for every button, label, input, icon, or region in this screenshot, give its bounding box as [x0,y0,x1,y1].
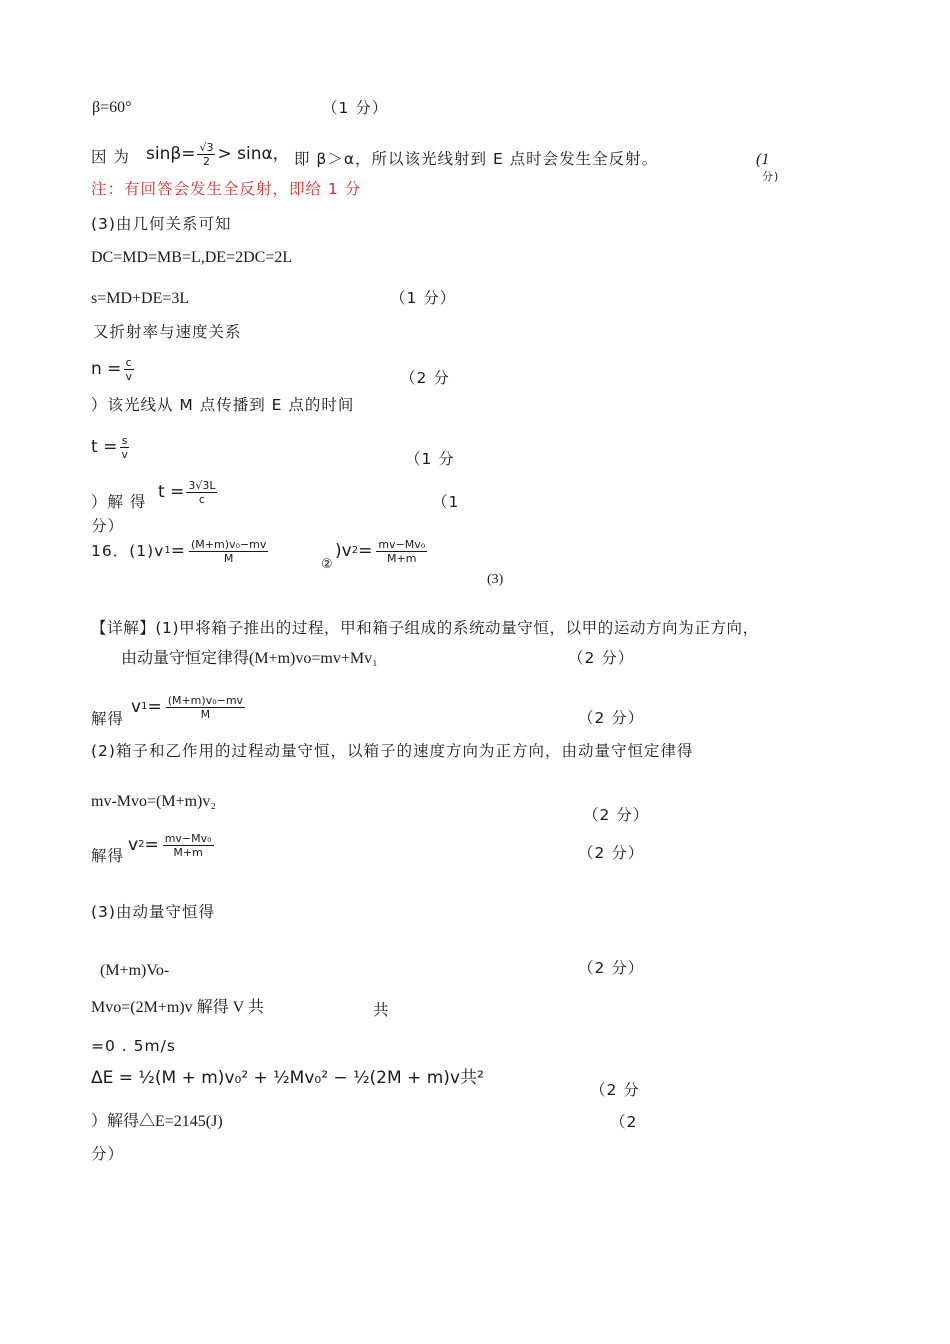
refraction-heading: 又折射率与速度关系 [93,323,242,341]
part3-marker: (3) [487,572,504,587]
propagation-text: ）该光线从 M 点传播到 E 点的时间 [91,396,355,414]
score-mark: （1 分 [405,450,455,468]
fraction-denominator: M+m [387,551,417,565]
equals-sign: = [147,697,162,717]
fraction [376,538,427,565]
solution-label: ）解 得 [91,493,147,511]
momentum-law-2: mv-Mvo=(M+m)v₂ [91,793,216,810]
score-mark: （2 分） [583,806,650,824]
score-mark: （2 分） [578,844,645,862]
score-mark: （1 分） [322,99,389,117]
fraction-numerator: s [121,433,128,447]
energy-loss-result: ）解得△E=2145(J) [91,1113,223,1130]
fraction [189,538,268,565]
common-velocity-equation: Mvo=(2M+m)v 解得 V 共 [91,999,264,1016]
subscript-gong: 共 [373,1001,390,1019]
formula-lhs: n = [91,359,122,379]
fraction-numerator: mv−Mv₀ [164,831,212,845]
equals-sign: = [144,835,159,855]
sin-beta-formula [146,134,290,174]
formula-lhs: v [128,835,139,855]
fraction-denominator: M [223,551,234,565]
fraction-denominator: M [200,707,211,721]
score-mark: （2 分 [400,369,450,387]
fraction [197,141,215,168]
score-mark: （1 分） [390,289,457,307]
fraction-denominator: M+m [173,845,203,859]
formula-lhs: t = [158,482,185,502]
fraction-numerator: 3√3L [188,478,216,492]
score-mark: 分） [91,517,125,535]
subscript: 1 [141,701,148,712]
geometry-equation: DC=MD=MB=L,DE=2DC=2L [91,249,293,266]
subscript: 2 [138,839,145,850]
score-mark: (1 [756,151,770,168]
time-formula [91,428,132,466]
common-velocity-value: =0 . 5m/s [91,1037,176,1055]
formula-lhs: t = [91,437,118,457]
energy-loss-formula: ΔE = ½(M + m)v₀² + ½Mv₀² − ½(2M + m)v共² [91,1068,484,1088]
score-mark: （2 分 [590,1081,640,1099]
part3b-heading: (3)由动量守恒得 [91,903,215,921]
part2-heading: (2)箱子和乙作用的过程动量守恒，以箱子的速度方向为正方向，由动量守恒定律得 [91,742,694,760]
v2-result-formula [128,826,216,864]
score-mark: （2 分） [568,649,635,667]
subscript: 1 [164,545,171,556]
fraction-numerator: (M+m)v₀−mv [190,537,267,551]
fraction-denominator: v [121,447,128,461]
time-result-formula [158,472,219,512]
total-reflection-text: 即 β＞α，所以该光线射到 E 点时会发生全反射。 [294,150,659,168]
fraction-denominator: 2 [202,154,210,168]
solution-label: 解得 [91,710,125,728]
momentum-law-3: (M+m)Vo- [100,962,170,979]
score-mark: （2 [610,1113,638,1131]
part3-heading: (3)由几何关系可知 [91,215,232,233]
score-mark: （2 分） [578,709,645,727]
fraction-numerator: (M+m)v₀−mv [167,693,244,707]
circled-number-2: ② [321,557,334,572]
grading-note: 注：有回答会发生全反射，即给 1 分 [91,180,362,198]
fraction [119,434,130,461]
q16-answer-v1 [91,532,270,570]
solution-label: 解得 [91,847,125,865]
subscript: 2 [351,545,359,556]
fraction [163,832,214,859]
formula-rhs: > sinα， [217,144,290,164]
formula-lhs: sinβ= [146,144,196,164]
formula-lhs: v [131,697,142,717]
distance-equation: s=MD+DE=3L [91,290,190,307]
explanation-heading: 【详解】(1)甲将箱子推出的过程，甲和箱子组成的系统动量守恒，以甲的运动方向为正方向， [91,619,759,637]
equals-sign: = [358,541,373,561]
equals-sign: = [170,541,185,561]
v1-result-formula [131,688,247,726]
formula-lhs: )v [335,541,352,561]
score-mark-clipped: 分) [762,170,780,183]
score-mark: （2 分） [578,959,645,977]
fraction [186,479,217,506]
fraction [123,356,134,383]
because-label: 因 为 [91,148,130,166]
q16-answer-v2 [335,532,429,570]
fraction-numerator: c [125,355,132,369]
score-mark: （1 [432,493,460,511]
fraction-numerator: √3 [199,140,214,154]
fraction-denominator: c [198,492,205,506]
momentum-law-1: 由动量守恒定律得(M+m)vo=mv+Mv₁ [121,650,378,667]
refraction-formula [91,350,136,388]
fraction [166,694,245,721]
score-mark: 分） [91,1145,125,1163]
fraction-denominator: v [125,369,132,383]
beta-value: β=60° [92,99,132,116]
fraction-numerator: mv−Mv₀ [378,537,426,551]
question-number: 16．(1)v [91,542,165,560]
